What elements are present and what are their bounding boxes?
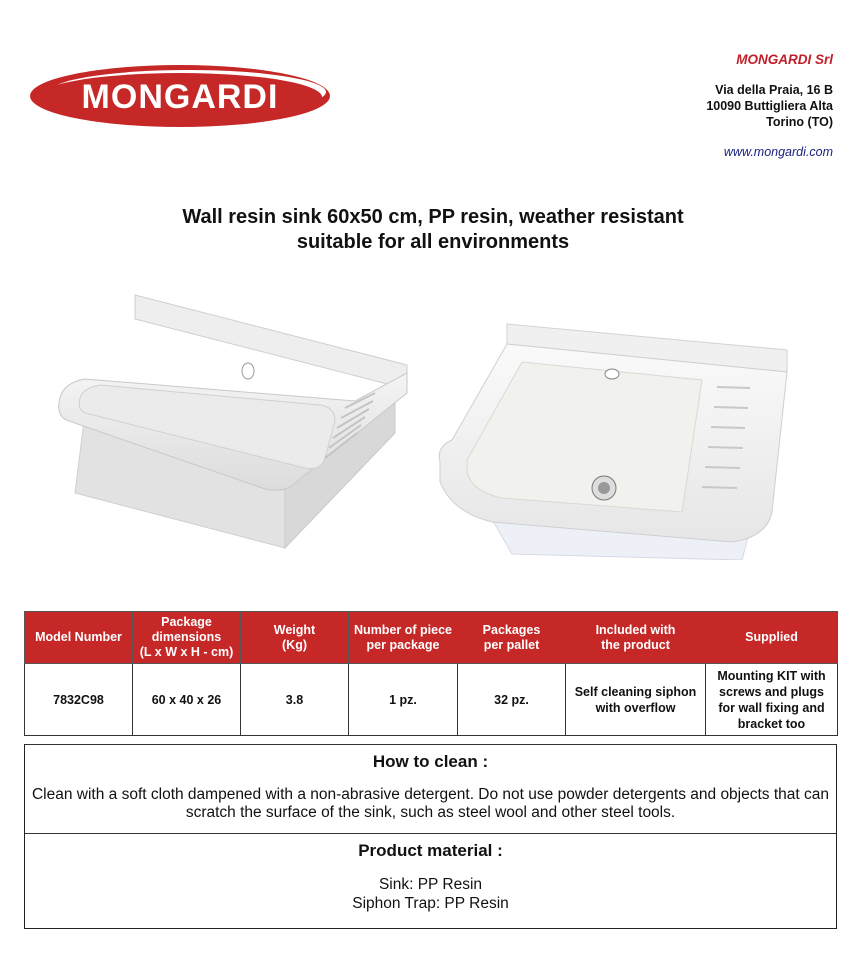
cell-included: Self cleaning siphon with overflow: [566, 664, 706, 736]
cleaning-section: [25, 745, 836, 834]
title-line-2: suitable for all environments: [296, 231, 570, 253]
cleaning-heading: How to clean :: [372, 752, 489, 771]
header-package-dimensions: Package dimensions (L x W x H - cm): [133, 612, 241, 664]
header-included: Included with the product: [566, 612, 706, 664]
website-link[interactable]: www.mongardi.com: [723, 145, 833, 159]
header-pieces-per-package: Number of piece per package: [349, 612, 458, 664]
cell-weight: 3.8: [241, 664, 349, 736]
specs-data-row: [25, 664, 838, 736]
material-sink: Sink: PP Resin: [378, 876, 483, 893]
cell-package-dimensions: 60 x 40 x 26: [133, 664, 241, 736]
address-line-2: 10090 Buttigliera Alta: [706, 99, 833, 113]
info-box: [24, 744, 837, 929]
material-text: [25, 875, 836, 913]
product-title: [0, 205, 866, 255]
material-heading: Product material :: [358, 841, 503, 860]
cleaning-text: Clean with a soft cloth dampened with a non-abrasive detergent. Do not use powder detergents and objects that can scratch the surface of the sink, such as steel wool and other steel tools.: [31, 786, 830, 821]
cell-pallet: 32 pz.: [458, 664, 566, 736]
sink-image-angled: [432, 322, 790, 560]
header-supplied: Supplied: [706, 612, 838, 664]
address-line-1: Via della Praia, 16 B: [715, 83, 833, 97]
title-line-1: Wall resin sink 60x50 cm, PP resin, weather resistant: [182, 206, 684, 228]
company-name: MONGARDI Srl: [736, 52, 833, 67]
header-weight: Weight (Kg): [241, 612, 349, 664]
material-siphon: Siphon Trap: PP Resin: [352, 895, 509, 912]
company-info: [706, 52, 833, 160]
cell-pieces: 1 pz.: [349, 664, 458, 736]
material-section: [25, 834, 836, 928]
svg-text:MONGARDI: MONGARDI: [81, 78, 279, 116]
sink-image-front: [55, 293, 410, 553]
specs-table: [24, 611, 838, 736]
cell-model-number: 7832C98: [25, 664, 133, 736]
mongardi-logo: [30, 62, 336, 130]
specs-header-row: [25, 612, 838, 664]
cell-supplied: Mounting KIT with screws and plugs for wall fixing and bracket too: [706, 664, 838, 736]
header-model-number: Model Number: [25, 612, 133, 664]
address-line-3: Torino (TO): [766, 115, 833, 129]
header-packages-per-pallet: Packages per pallet: [458, 612, 566, 664]
